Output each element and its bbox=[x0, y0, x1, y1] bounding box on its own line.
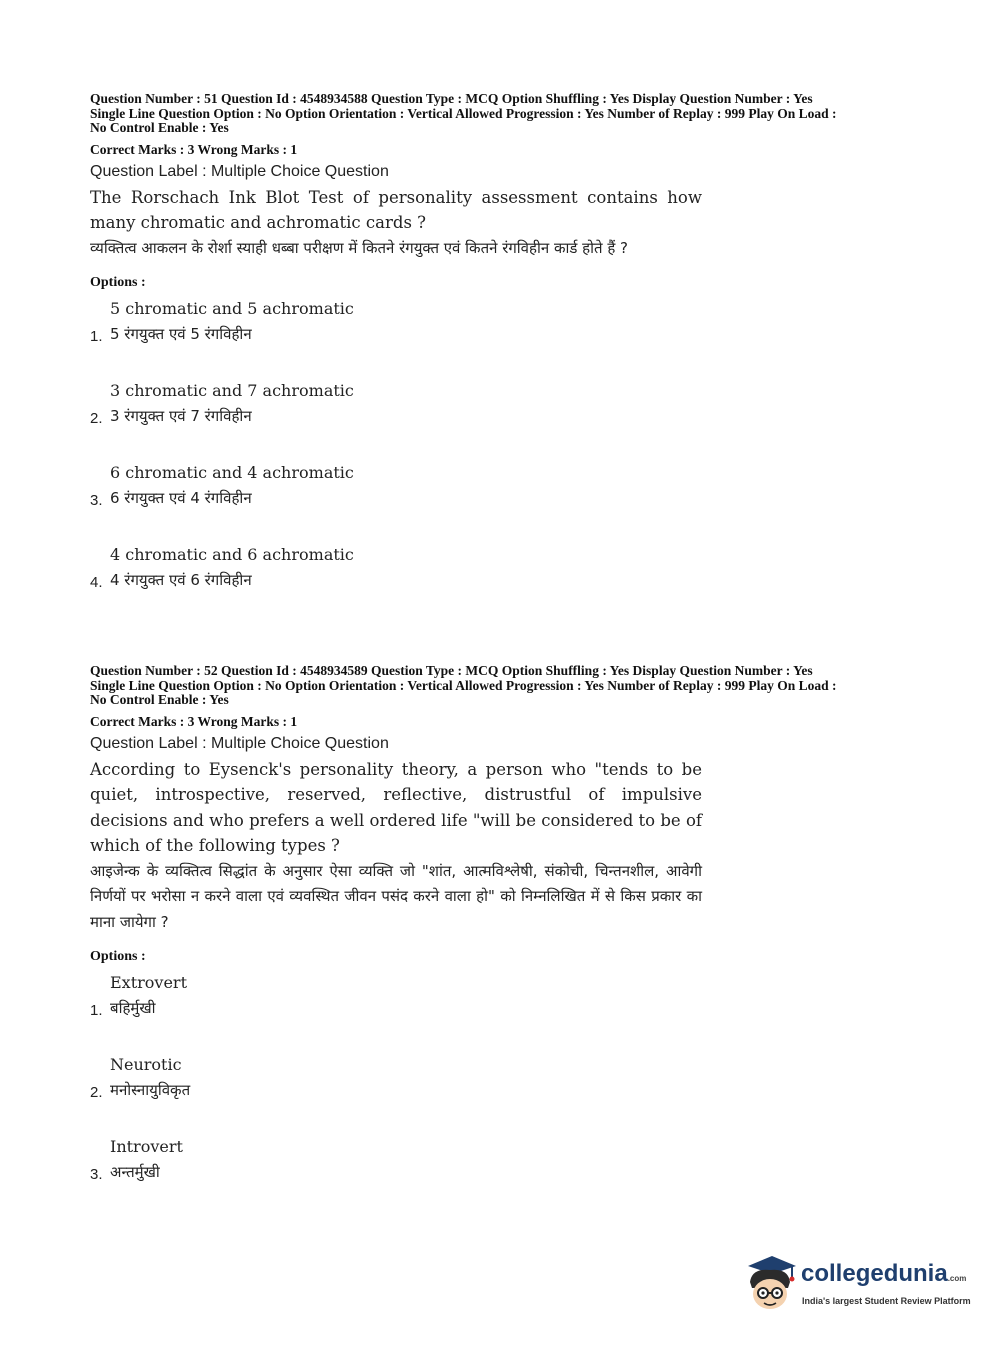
meta-line: Single Line Question Option : No Option Orientation : Vertical Allowed Progression : Yes Number of Replay : 999 Play On Load : bbox=[90, 677, 837, 693]
option-item[interactable] bbox=[90, 545, 920, 627]
option-text-hindi: 3 रंगयुक्त एवं 7 रंगविहीन bbox=[110, 407, 252, 425]
question-text-hindi: आइजेन्क के व्यक्तित्व सिद्धांत के अनुसार ऐसा व्यक्ति जो "शांत, आत्मविश्लेषी, संकोची, चिन्तनशील, आवेगी निर्णयों पर भरोसा न करने वाला एवं व्यवस्थित जीवन पसंद करने वाला हो" को निम्नलिखित में से किस प्रकार का माना जायेगा ? bbox=[90, 861, 702, 931]
option-text-english: Extrovert bbox=[110, 973, 187, 992]
option-number: 2. bbox=[90, 410, 103, 427]
option-text-english: 4 chromatic and 6 achromatic bbox=[110, 545, 354, 564]
option-text-english: 3 chromatic and 7 achromatic bbox=[110, 381, 354, 400]
option-item[interactable] bbox=[90, 299, 920, 381]
option-text-hindi: मनोस्नायुविकृत bbox=[110, 1081, 191, 1099]
option-item[interactable] bbox=[90, 1137, 920, 1219]
option-text-hindi: बहिर्मुखी bbox=[110, 999, 156, 1017]
option-text-english: 6 chromatic and 4 achromatic bbox=[110, 463, 354, 482]
meta-line: No Control Enable : Yes bbox=[90, 120, 229, 135]
logo-wordmark bbox=[801, 1260, 966, 1288]
mascot-icon bbox=[742, 1252, 800, 1314]
question-text-english: The Rorschach Ink Blot Test of personality assessment contains how many chromatic and achromatic cards ? bbox=[90, 187, 702, 232]
meta-line: Question Number : 51 Question Id : 4548934588 Question Type : MCQ Option Shuffling : Yes Display Question Number : Yes bbox=[90, 91, 813, 106]
meta-line: Question Number : 52 Question Id : 4548934589 Question Type : MCQ Option Shuffling : Yes Display Question Number : Yes bbox=[90, 663, 813, 678]
question-label: Question Label : Multiple Choice Question bbox=[90, 162, 389, 180]
question-block-51 bbox=[90, 92, 920, 627]
option-text-hindi: 6 रंगयुक्त एवं 4 रंगविहीन bbox=[110, 489, 252, 507]
option-text-english: Introvert bbox=[110, 1137, 183, 1156]
option-item[interactable] bbox=[90, 463, 920, 545]
logo-tagline: India's largest Student Review Platform bbox=[802, 1296, 971, 1306]
question-label: Question Label : Multiple Choice Question bbox=[90, 734, 389, 752]
option-number: 4. bbox=[90, 574, 103, 591]
option-item[interactable] bbox=[90, 1055, 920, 1137]
options-list bbox=[90, 973, 920, 1219]
option-text-english: 5 chromatic and 5 achromatic bbox=[110, 299, 354, 318]
options-list bbox=[90, 299, 920, 627]
collegedunia-logo[interactable] bbox=[742, 1252, 972, 1316]
option-text-english: Neurotic bbox=[110, 1055, 182, 1074]
option-text-hindi: 5 रंगयुक्त एवं 5 रंगविहीन bbox=[110, 325, 252, 343]
option-number: 3. bbox=[90, 492, 103, 509]
option-number: 1. bbox=[90, 328, 103, 345]
question-marks: Correct Marks : 3 Wrong Marks : 1 bbox=[90, 141, 298, 157]
meta-line: Single Line Question Option : No Option Orientation : Vertical Allowed Progression : Yes Number of Replay : 999 Play On Load : bbox=[90, 105, 837, 121]
logo-name: collegedunia bbox=[801, 1260, 948, 1287]
option-number: 1. bbox=[90, 1002, 103, 1019]
option-text-hindi: 4 रंगयुक्त एवं 6 रंगविहीन bbox=[110, 571, 252, 589]
meta-line: No Control Enable : Yes bbox=[90, 692, 229, 707]
options-heading: Options : bbox=[90, 949, 146, 964]
question-text-hindi: व्यक्तित्व आकलन के रोर्शा स्याही धब्बा परीक्षण में कितने रंगयुक्त एवं कितने रंगविहीन कार्ड होते हैं ? bbox=[90, 238, 629, 257]
option-text-hindi: अन्तर्मुखी bbox=[110, 1163, 160, 1181]
question-block-52 bbox=[90, 664, 920, 1219]
question-marks: Correct Marks : 3 Wrong Marks : 1 bbox=[90, 713, 298, 729]
logo-suffix: .com bbox=[947, 1274, 967, 1283]
option-item[interactable] bbox=[90, 381, 920, 463]
question-text-english: According to Eysenck's personality theory, a person who "tends to be quiet, introspective, reserved, reflective, distrustful of impulsive decisions and who prefers a well ordered life "will be considered to be of which of the following types ? bbox=[90, 759, 702, 855]
option-number: 3. bbox=[90, 1166, 103, 1183]
question-meta bbox=[90, 664, 920, 708]
options-heading: Options : bbox=[90, 275, 146, 290]
option-number: 2. bbox=[90, 1084, 103, 1101]
question-meta bbox=[90, 92, 920, 136]
option-item[interactable] bbox=[90, 973, 920, 1055]
